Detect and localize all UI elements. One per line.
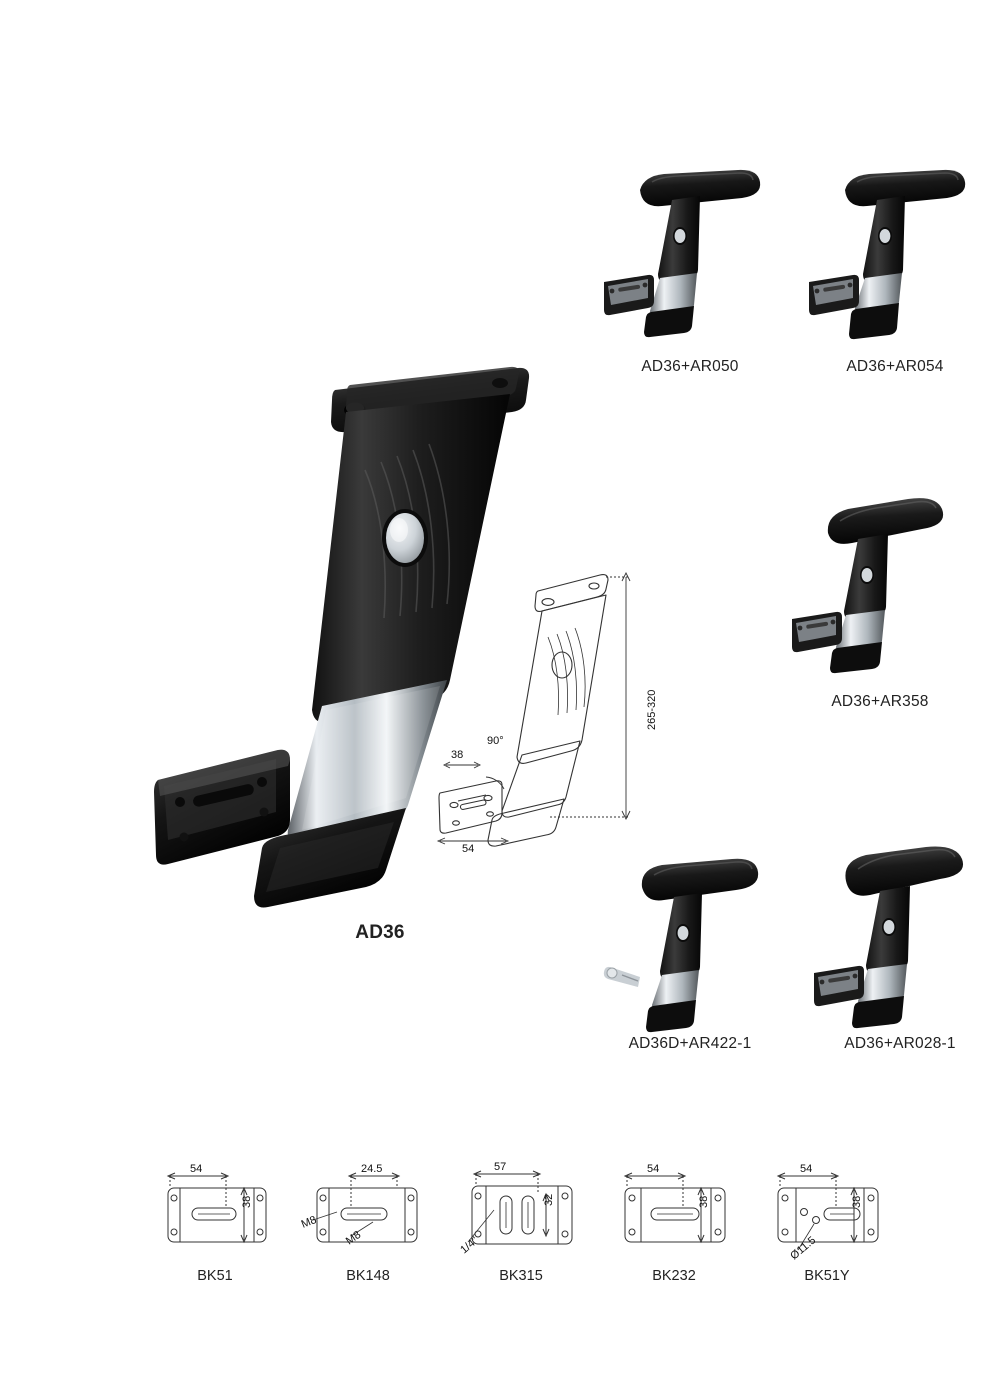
bracket-caption-bk51y: BK51Y [804,1268,850,1284]
variant-image-ad36d-ar422-1 [600,855,780,1035]
bracket-drawing-bk51y [752,1150,902,1263]
svg-text:54: 54 [647,1163,660,1175]
bracket-bk148 [293,1150,443,1284]
technical-drawing [430,555,670,855]
variant-caption-ad36-ar054: AD36+AR054 [846,358,944,375]
variant-caption-ad36-ar358: AD36+AR358 [831,693,929,710]
bracket-caption-bk315: BK315 [499,1268,543,1284]
svg-text:54: 54 [190,1163,203,1175]
dimension-bracket-width: 38 [451,749,464,761]
svg-text:38: 38 [241,1195,253,1208]
svg-text:1/4": 1/4" [458,1234,481,1257]
svg-text:38: 38 [851,1195,863,1208]
bracket-bk51y [752,1150,902,1284]
bracket-bk232 [599,1150,749,1284]
bracket-bk315 [446,1150,596,1284]
variant-image-ad36-ar358 [790,495,970,675]
dimension-angle: 90° [487,735,504,747]
svg-text:57: 57 [494,1161,507,1173]
svg-text:38: 38 [698,1195,710,1208]
variant-image-ad36-ar050 [600,160,780,340]
variant-caption-ad36-ar050: AD36+AR050 [641,358,739,375]
svg-text:M8: M8 [299,1213,319,1231]
main-product-caption: AD36 [355,922,405,943]
variant-caption-ad36d-ar422-1: AD36D+AR422-1 [628,1035,752,1052]
bracket-drawing-bk148 [293,1150,443,1260]
bracket-bk51 [140,1150,290,1284]
svg-text:24.5: 24.5 [361,1163,383,1175]
variant-caption-ad36-ar028-1: AD36+AR028-1 [844,1035,956,1052]
bracket-drawing-bk315 [446,1150,596,1260]
bracket-caption-bk232: BK232 [652,1268,696,1284]
svg-text:54: 54 [800,1163,813,1175]
svg-text:M8: M8 [343,1228,364,1248]
dimension-bracket-length: 54 [462,843,475,855]
bracket-drawing-bk232 [599,1150,749,1260]
dimension-height-range: 265-320 [646,689,658,730]
variant-image-ad36-ar028-1 [810,845,990,1035]
bracket-caption-bk148: BK148 [346,1268,390,1284]
bracket-caption-bk51: BK51 [197,1268,233,1284]
bracket-drawing-bk51 [140,1150,290,1260]
svg-text:Ø11.5: Ø11.5 [788,1234,819,1263]
chrome-tube [288,680,447,840]
variant-image-ad36-ar054 [805,160,985,340]
svg-text:32: 32 [543,1193,555,1206]
